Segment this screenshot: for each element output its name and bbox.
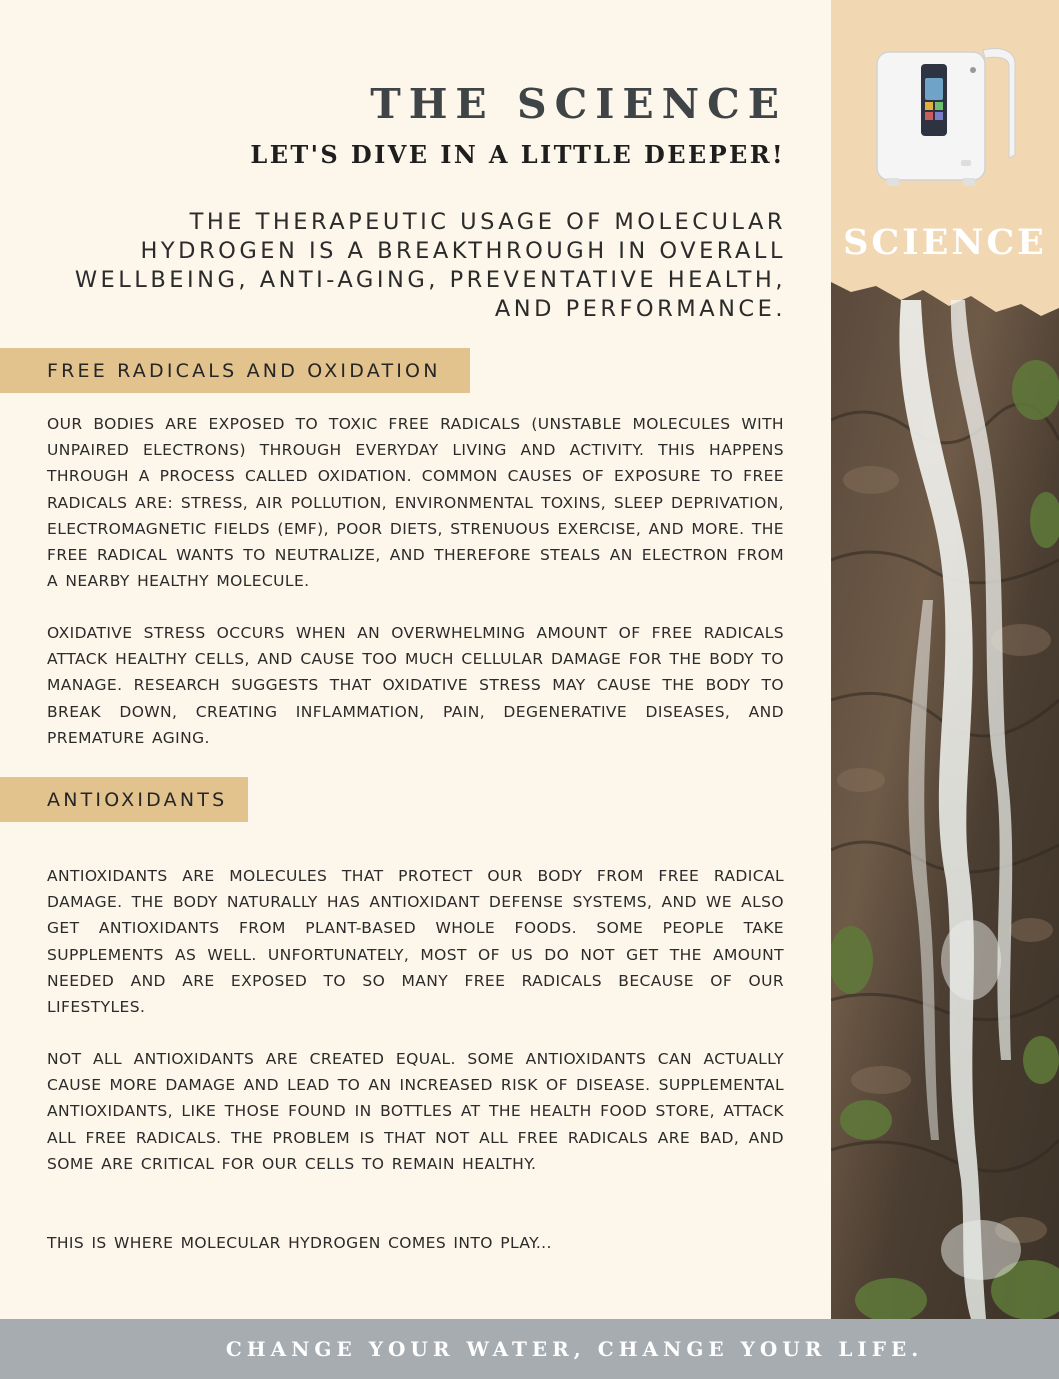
intro-statement: THE THERAPEUTIC USAGE OF MOLECULAR HYDROGEN IS A BREAKTHROUGH IN OVERALL WELLBEING, ANTI-AGING, PREVENTATIVE HEALTH, AND PERFORMANCE. (74, 209, 786, 322)
paragraph-free-radicals-2: OXIDATIVE STRESS OCCURS WHEN AN OVERWHELMING AMOUNT OF FREE RADICALS ATTACK HEALTHY CELLS, AND CAUSE TOO MUCH CELLULAR DAMAGE FOR THE BODY TO MANAGE. RESEARCH SUGGESTS THAT OXIDATIVE STRESS MAY CAUSE THE BODY TO BREAK DOWN, CREATING INFLAMMATION, PAIN, DEGENERATIVE DISEASES, AND PREMATURE AGING. (47, 624, 784, 747)
sidebar-science-label: SCIENCE (843, 222, 1047, 263)
page-subtitle: LET'S DIVE IN A LITTLE DEEPER! (250, 140, 785, 169)
page-title: THE SCIENCE (370, 80, 787, 128)
sidebar-panel (831, 0, 1059, 1319)
footer-bar (0, 1319, 1059, 1379)
paragraph-free-radicals-1: OUR BODIES ARE EXPOSED TO TOXIC FREE RADICALS (UNSTABLE MOLECULES WITH UNPAIRED ELECTRONS) THROUGH EVERYDAY LIVING AND ACTIVITY. THIS HAPPENS THROUGH A PROCESS CALLED OXIDATION. COMMON CAUSES OF EXPOSURE TO FREE RADICALS ARE: STRESS, AIR POLLUTION, ENVIRONMENTAL TOXINS, SLEEP DEPRIVATION, ELECTROMAGNETIC FIELDS (EMF), POOR DIETS, STRENUOUS EXERCISE, AND MORE. THE FREE RADICAL WANTS TO NEUTRALIZE, AND THEREFORE STEALS AN ELECTRON FROM A NEARBY HEALTHY MOLECULE. (47, 415, 784, 591)
footer-tagline: CHANGE YOUR WATER, CHANGE YOUR LIFE. (225, 1337, 924, 1361)
paragraph-antioxidants-1: ANTIOXIDANTS ARE MOLECULES THAT PROTECT OUR BODY FROM FREE RADICAL DAMAGE. THE BODY NATURALLY HAS ANTIOXIDANT DEFENSE SYSTEMS, AND WE ALSO GET ANTIOXIDANTS FROM PLANT-BASED WHOLE FOODS. SOME PEOPLE TAKE SUPPLEMENTS AS WELL. UNFORTUNATELY, MOST OF US DO NOT GET THE AMOUNT NEEDED AND ARE EXPOSED TO SO MANY FREE RADICALS BECAUSE OF OUR LIFESTYLES. (47, 867, 784, 1017)
paragraph-antioxidants-2: NOT ALL ANTIOXIDANTS ARE CREATED EQUAL. SOME ANTIOXIDANTS CAN ACTUALLY CAUSE MORE DAMAGE AND LEAD TO AN INCREASED RISK OF DISEASE. SUPPLEMENTAL ANTIOXIDANTS, LIKE THOSE FOUND IN BOTTLES AT THE HEALTH FOOD STORE, ATTACK ALL FREE RADICALS. THE PROBLEM IS THAT NOT ALL FREE RADICALS ARE BAD, AND SOME ARE CRITICAL FOR OUR CELLS TO REMAIN HEALTHY. (47, 1050, 784, 1173)
paragraph-antioxidants-3: THIS IS WHERE MOLECULAR HYDROGEN COMES INTO PLAY... (47, 1234, 552, 1252)
water-ionizer-machine-icon (875, 40, 1023, 190)
section-heading-label: ANTIOXIDANTS (47, 788, 228, 811)
section-heading-label: FREE RADICALS AND OXIDATION (47, 359, 441, 382)
waterfall-photo (831, 0, 1059, 1319)
section-heading-free-radicals (0, 348, 470, 393)
section-heading-antioxidants (0, 777, 248, 822)
